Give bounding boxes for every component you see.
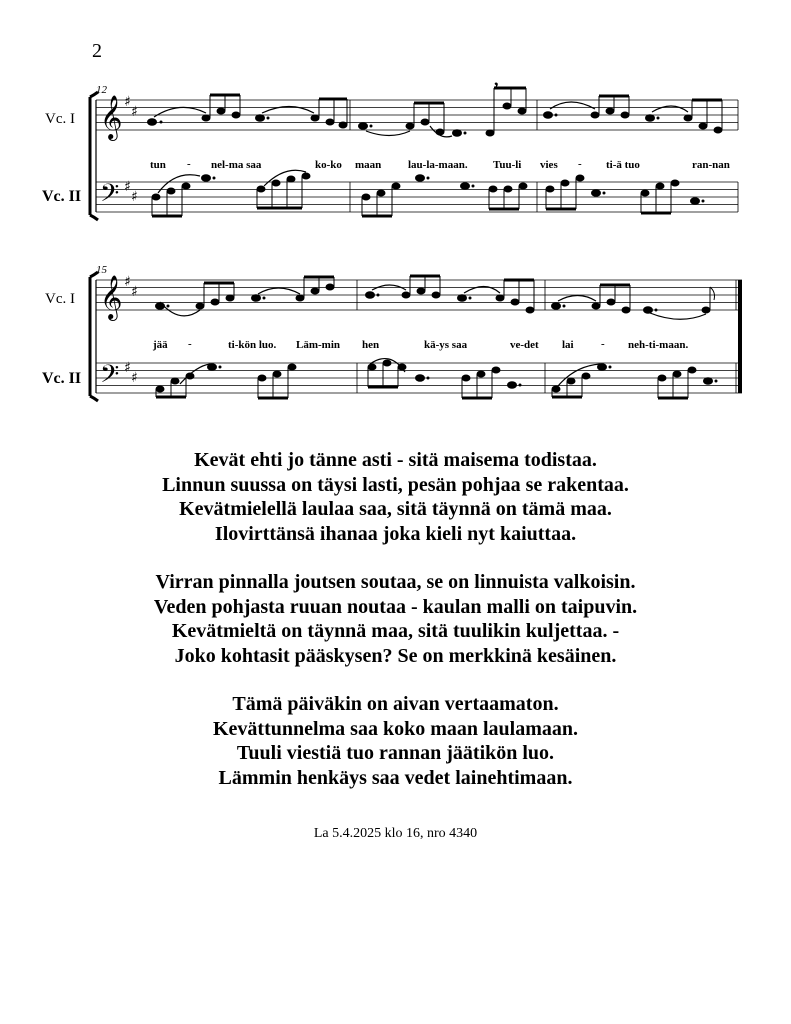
poem-line: Linnun suussa on täysi lasti, pesän pohjaa se rakentaa. bbox=[162, 473, 629, 496]
svg-text:♯: ♯ bbox=[131, 104, 138, 120]
measure-number-system-2: 15 bbox=[96, 264, 107, 276]
svg-text:♯: ♯ bbox=[124, 360, 131, 376]
instrument-label-vc2-system-2: Vc. II bbox=[42, 370, 82, 387]
lyric: ran-nan bbox=[692, 159, 730, 171]
staff-vc2-system-1 bbox=[96, 182, 738, 212]
poem-line: Kevätmieltä on täynnä maa, sitä tuulikin kuljettaa. - bbox=[171, 620, 620, 642]
bass-clef-icon: 𝄢 bbox=[100, 360, 120, 395]
svg-text:♯: ♯ bbox=[124, 94, 131, 110]
page-number: 2 bbox=[92, 40, 102, 62]
instrument-label-vc2-system-1: Vc. II bbox=[42, 188, 82, 205]
lyric: ti-kön luo. bbox=[228, 339, 277, 351]
music-score bbox=[0, 0, 791, 420]
lyric: ve-det bbox=[510, 339, 539, 351]
staff-vc1-system-2 bbox=[96, 280, 742, 310]
poem-line: Kevät ehti jo tänne asti - sitä maisema todistaa. bbox=[194, 449, 597, 471]
svg-text:♯: ♯ bbox=[131, 284, 138, 300]
treble-clef-icon: 𝄞 bbox=[100, 275, 123, 319]
poem-line: Virran pinnalla joutsen soutaa, se on linnuista valkoisin. bbox=[155, 571, 636, 593]
lyric: ti-ä tuo bbox=[606, 159, 640, 171]
svg-text:♯: ♯ bbox=[131, 370, 138, 386]
lyric: ko-ko bbox=[315, 159, 342, 171]
poem-line: Joko kohtasit pääskysen? Se on merkkinä kesäinen. bbox=[174, 644, 617, 667]
lyric: hen bbox=[362, 339, 380, 351]
poem-line: Ilovirttänsä ihanaa joka kieli nyt kaiuttaa. bbox=[214, 522, 577, 545]
lyric: - bbox=[578, 158, 582, 170]
stanza-2 bbox=[0, 570, 791, 668]
stanza-1 bbox=[0, 448, 791, 546]
poem-line: Kevätmielellä laulaa saa, sitä täynnä on tämä maa. bbox=[179, 498, 612, 520]
treble-clef-icon: 𝄞 bbox=[100, 95, 123, 139]
measure-number-system-1: 12 bbox=[96, 84, 107, 96]
stanza-3 bbox=[0, 692, 791, 790]
poem-line: Lämmin henkäys saa vedet lainehtimaan. bbox=[218, 766, 573, 789]
bass-clef-icon: 𝄢 bbox=[100, 179, 120, 214]
lyric: - bbox=[601, 338, 605, 350]
lyric: lai bbox=[562, 339, 574, 351]
breath-mark: , bbox=[494, 69, 499, 89]
instrument-label-vc1-system-2: Vc. I bbox=[45, 291, 75, 307]
poem-line: Veden pohjasta ruuan noutaa - kaulan malli on taipuvin. bbox=[153, 595, 638, 618]
lyric: tun bbox=[150, 159, 166, 171]
lyric: - bbox=[187, 158, 191, 170]
lyric: - bbox=[188, 338, 192, 350]
poem-line: Kevättunnelma saa koko maan laulamaan. bbox=[212, 717, 579, 740]
poem-line: Tämä päiväkin on aivan vertaamaton. bbox=[232, 693, 559, 715]
lyric: Läm-min bbox=[296, 339, 340, 351]
lyric: vies bbox=[540, 159, 558, 171]
instrument-label-vc1-system-1: Vc. I bbox=[45, 111, 75, 127]
lyric: Tuu-li bbox=[493, 159, 522, 171]
lyric: lau-la-maan. bbox=[408, 159, 468, 171]
lyric: nel-ma saa bbox=[211, 159, 262, 171]
lyric: neh-ti-maan. bbox=[628, 339, 689, 351]
lyric: kä-ys saa bbox=[424, 339, 468, 351]
footer-date-number: La 5.4.2025 klo 16, nro 4340 bbox=[313, 826, 478, 841]
poem bbox=[0, 448, 791, 790]
poem-line: Tuuli viestiä tuo rannan jäätikön luo. bbox=[236, 742, 555, 764]
svg-text:♯: ♯ bbox=[124, 179, 131, 195]
lyric: maan bbox=[355, 159, 382, 171]
svg-text:♯: ♯ bbox=[131, 189, 138, 205]
lyric: jää bbox=[153, 339, 168, 351]
svg-text:♯: ♯ bbox=[124, 274, 131, 290]
